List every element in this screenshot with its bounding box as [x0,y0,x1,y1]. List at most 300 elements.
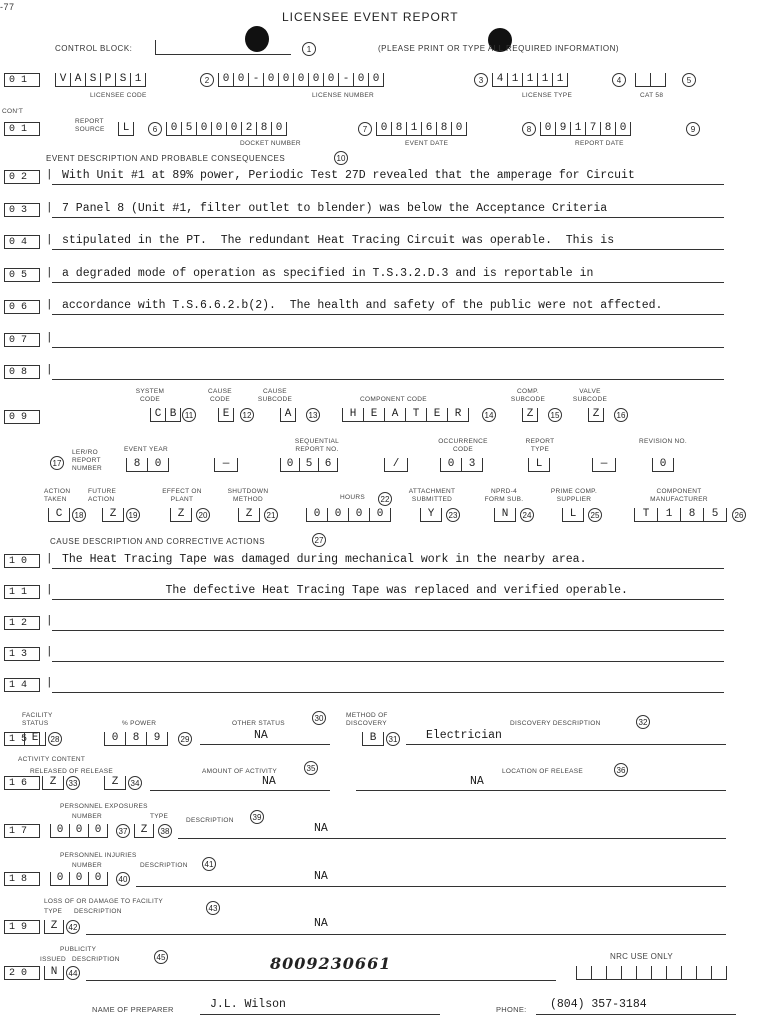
field-marker-18: 18 [72,508,86,522]
facility-status-char: E [24,732,46,746]
nrc-char [711,966,727,980]
field-marker-21: 21 [264,508,278,522]
revision-field[interactable] [652,458,674,471]
occurrence-label: OCCURRENCE CODE [438,438,488,453]
field-marker-20: 20 [196,508,210,522]
component-code-char: E [363,408,384,422]
field-marker-6: 6 [148,122,162,136]
field-marker-2: 2 [200,73,214,87]
field-marker-14: 14 [482,408,496,422]
location-label: LOCATION OF RELEASE [502,768,584,775]
docket-char: 5 [181,122,196,136]
event-date-field[interactable] [376,122,467,135]
exposures-number-label: NUMBER [72,813,102,820]
docket-number-field[interactable] [166,122,287,135]
field-marker-23: 23 [446,508,460,522]
field-marker-19: 19 [126,508,140,522]
future-action-field[interactable] [102,508,124,521]
manufacturer-char: 5 [703,508,727,522]
damage-type-char: Z [44,920,64,934]
issued-label: ISSUED [40,956,67,963]
docket-label: DOCKET NUMBER [240,140,301,147]
docket-char: 0 [211,122,226,136]
injuries-number-field[interactable] [50,872,108,885]
license-number-char: 0 [323,73,338,87]
row-code: 0 9 [4,410,40,424]
component-code-char: E [426,408,447,422]
row-code: 0 7 [4,333,40,347]
amount-value: NA [262,775,276,788]
cat-char [635,73,650,87]
license-number-char: 0 [218,73,233,87]
field-marker-15: 15 [548,408,562,422]
action-taken-label: ACTION TAKEN [44,488,71,503]
exposures-desc-label: DESCRIPTION [186,817,234,824]
released-field[interactable] [42,776,64,789]
field-marker-24: 24 [520,508,534,522]
field-marker-8: 8 [522,122,536,136]
report-date-char: 0 [540,122,555,136]
text-line [52,379,724,380]
line-bracket: | [46,364,53,376]
nrc-char [591,966,606,980]
of-release-char: Z [104,776,126,790]
exposures-number-char: 0 [88,824,108,838]
report-type-label: REPORT TYPE [525,438,555,453]
damage-type-label: TYPE [44,908,63,915]
report-date-char: 1 [570,122,585,136]
row-code: 1 1 [4,585,40,599]
text-line [52,568,724,569]
text-line [52,630,724,631]
component-code-char: H [342,408,363,422]
event-date-char: 0 [451,122,467,136]
line-bracket: | [46,615,53,627]
sequential-char: 0 [280,458,299,472]
comp-subcode-char: Z [522,408,538,422]
nrc-char [666,966,681,980]
future-char: Z [102,508,124,522]
event-date-char: 6 [421,122,436,136]
damage-line [86,934,726,935]
report-date-char: 8 [600,122,615,136]
report-date-field[interactable] [540,122,631,135]
report-date-char: 7 [585,122,600,136]
license-type-label: LICENSE TYPE [522,92,573,99]
blank-char: — [592,458,616,472]
report-date-char: 9 [555,122,570,136]
cause-code-field[interactable] [218,408,234,421]
field-marker-1: 1 [302,42,316,56]
hours-field[interactable] [306,508,391,521]
text-line [52,692,724,693]
line-bracket: | [46,646,53,658]
revision-char: 0 [652,458,674,472]
row-code: 0 5 [4,268,40,282]
text-line [52,314,724,315]
lerro-label: LER/RO REPORT NUMBER [72,449,102,472]
docket-char: 0 [196,122,211,136]
facility-status-label: FACILITY STATUS [22,712,53,727]
cause-code-label: CAUSE CODE [208,388,232,403]
method-label: METHOD OF DISCOVERY [346,712,388,727]
field-marker-34: 34 [128,776,142,790]
released-label: RELEASED OF RELEASE [30,768,114,775]
row-code: 0 6 [4,300,40,314]
field-marker-33: 33 [66,776,80,790]
discovery-label: DISCOVERY DESCRIPTION [510,720,601,727]
manufacturer-char: 1 [657,508,680,522]
prime-label: PRIME COMP. SUPPLIER [550,488,598,503]
row-code: 2 0 [4,966,40,980]
field-marker-7: 7 [358,122,372,136]
location-value: NA [470,775,484,788]
report-source-label: REPORT SOURCE [75,118,105,133]
system-code-field[interactable] [150,408,181,421]
component-code-char: A [384,408,405,422]
cause-description-label: CAUSE DESCRIPTION AND CORRECTIVE ACTIONS [50,537,266,546]
nrc-use-field[interactable] [576,966,727,979]
ink-blot [245,26,269,52]
exposures-type-char: Z [134,824,154,838]
field-marker-9: 9 [686,122,700,136]
field-marker-17: 17 [50,456,64,470]
row-code: 1 6 [4,776,40,790]
field-marker-37: 37 [116,824,130,838]
hours-char: 0 [348,508,369,522]
docket-char: 0 [271,122,287,136]
damage-desc-label: DESCRIPTION [74,908,122,915]
field-marker-27: 27 [312,533,326,547]
system-code-char: C [150,408,165,422]
typed-text: accordance with T.S.6.6.2.b(2). The health and safety of the public were not affected. [62,299,663,312]
shutdown-label: SHUTDOWN METHOD [227,488,269,503]
component-code-char: T [405,408,426,422]
field-marker-28: 28 [48,732,62,746]
power-char: 8 [125,732,146,746]
nrc-char [606,966,621,980]
event-date-label: EVENT DATE [405,140,449,147]
injuries-number-char: 0 [69,872,88,886]
license-number-char: 0 [263,73,278,87]
slash-char: / [384,458,408,472]
licensee-code-field[interactable] [55,73,146,86]
typed-text: With Unit #1 at 89% power, Periodic Test 27D revealed that the amperage for Circuit [62,169,635,182]
license-number-char: 0 [353,73,368,87]
shutdown-field[interactable] [238,508,260,521]
row-code: 1 2 [4,616,40,630]
injuries-title: PERSONNEL INJURIES [60,852,137,859]
system-code-char: B [165,408,181,422]
cont-label: CON'T [2,108,24,115]
licensee-code-char: 1 [130,73,146,87]
licensee-code-char: P [100,73,115,87]
occurrence-char: 3 [461,458,483,472]
control-block-label: CONTROL BLOCK: [55,44,133,53]
field-marker-31: 31 [386,732,400,746]
line-bracket: | [46,234,53,246]
discovery-line [406,744,726,745]
occurrence-field[interactable] [440,458,483,471]
exposures-title: PERSONNEL EXPOSURES [60,803,148,810]
license-type-char: 1 [522,73,537,87]
nrc-char [696,966,711,980]
field-marker-30: 30 [312,711,326,725]
exposures-type-field[interactable] [134,824,154,837]
row-code: 1 3 [4,647,40,661]
exposures-desc-value: NA [314,822,328,835]
license-type-char: 1 [537,73,552,87]
row-code: 1 9 [4,920,40,934]
line-bracket: | [46,677,53,689]
typed-text: 7 Panel 8 (Unit #1, filter outlet to blender) was below the Acceptance Criteria [62,201,608,215]
field-marker-13: 13 [306,408,320,422]
event-description-label: EVENT DESCRIPTION AND PROBABLE CONSEQUENCES [46,154,286,163]
cause-subcode-field[interactable] [280,408,296,421]
field-marker-5: 5 [682,73,696,87]
exposures-number-char: 0 [69,824,88,838]
typed-text: a degraded mode of operation as specified in T.S.3.2.D.3 and is reportable in [62,266,594,280]
typed-text: stipulated in the PT. The redundant Heat Tracing Circuit was operable. This is [62,234,615,247]
method-field[interactable] [362,732,384,745]
row-code: 0 4 [4,235,40,249]
injuries-number-label: NUMBER [72,862,102,869]
field-marker-35: 35 [304,761,318,775]
text-line [52,249,724,250]
sequential-char: 6 [318,458,338,472]
licensee-code-char: S [115,73,130,87]
manufacturer-label: COMPONENT MANUFACTURER [650,488,708,503]
event-date-char: 8 [391,122,406,136]
row-code: 1 4 [4,678,40,692]
phone-value: (804) 357-3184 [550,998,647,1011]
damage-desc-value: NA [314,917,328,930]
row-code: 1 7 [4,824,40,838]
injuries-number-char: 0 [50,872,69,886]
line-bracket: | [46,331,53,344]
nrc-char [651,966,666,980]
field-marker-41: 41 [202,857,216,871]
activity-label: ACTIVITY CONTENT [18,756,86,763]
power-char: 0 [104,732,125,746]
power-char: 9 [146,732,168,746]
license-number-char: - [338,73,353,87]
injuries-line [136,886,726,887]
manufacturer-field[interactable] [634,508,727,521]
sequential-field[interactable] [280,458,338,471]
field-marker-16: 16 [614,408,628,422]
released-char: Z [42,776,64,790]
manufacturer-char: 8 [680,508,703,522]
text-line [52,661,724,662]
field-marker-3: 3 [474,73,488,87]
manufacturer-char: T [634,508,657,522]
issued-char: N [44,966,64,980]
damage-type-field[interactable] [44,920,64,933]
report-source-field[interactable] [118,122,134,135]
line-bracket: | [46,584,53,596]
system-code-label: SYSTEM CODE [135,388,165,403]
field-marker-43: 43 [206,901,220,915]
docket-char: 0 [226,122,241,136]
prime-char: L [562,508,584,522]
injuries-desc-value: NA [314,870,328,883]
prime-field[interactable] [562,508,584,521]
attachment-field[interactable] [420,508,442,521]
effect-label: EFFECT ON PLANT [162,488,202,503]
line-bracket: | [46,201,53,214]
phone-label: PHONE: [496,1005,527,1014]
action-taken-field[interactable] [48,508,70,521]
license-type-char: 1 [507,73,522,87]
event-year-field[interactable] [126,458,169,471]
event-date-char: 1 [406,122,421,136]
nrc-char [621,966,636,980]
amount-line [150,790,330,791]
sequential-label: SEQUENTIAL REPORT NO. [294,438,340,453]
nrc-char [576,966,591,980]
line-bracket: | [46,169,53,181]
event-year-char: 8 [126,458,147,472]
license-number-char: 0 [278,73,293,87]
hours-label: HOURS [340,494,365,501]
license-type-field[interactable] [492,73,568,86]
license-number-char: - [248,73,263,87]
event-year-label: EVENT YEAR [124,446,168,453]
amount-label: AMOUNT OF ACTIVITY [202,768,277,775]
line-bracket: | [46,266,53,279]
license-number-char: 0 [233,73,248,87]
preparer-line [200,1014,440,1015]
report-type-suffix-field[interactable] [592,458,616,471]
damage-title: LOSS OF OR DAMAGE TO FACILITY [44,898,163,905]
row-code: 0 3 [4,203,40,217]
hours-char: 0 [369,508,391,522]
licensee-code-label: LICENSEE CODE [90,92,147,99]
text-line [52,347,724,348]
valve-subcode-label: VALVE SUBCODE [572,388,608,403]
other-status-label: OTHER STATUS [232,720,285,727]
handwritten-number: 8009230661 [270,954,392,973]
effect-char: Z [170,508,192,522]
corner-mark: -77 [0,2,15,12]
publicity-title: PUBLICITY [60,946,97,953]
row-code: 1 0 [4,554,40,568]
license-type-char: 1 [552,73,568,87]
exposures-number-field[interactable] [50,824,108,837]
cat-char [650,73,666,87]
discovery-value: Electrician [426,729,502,742]
field-marker-25: 25 [588,508,602,522]
line-bracket: | [46,299,53,311]
licensee-code-char: S [85,73,100,87]
field-marker-12: 12 [240,408,254,422]
other-status-value: NA [254,729,268,742]
publicity-line [86,980,556,981]
year-suffix-field[interactable] [214,458,238,471]
license-number-char: 0 [368,73,384,87]
field-marker-22: 22 [378,492,392,506]
attachment-char: Y [420,508,442,522]
event-date-char: 8 [436,122,451,136]
cause-subcode-label: CAUSE SUBCODE [257,388,293,403]
field-marker-39: 39 [250,810,264,824]
field-marker-42: 42 [66,920,80,934]
cat-label: CAT 58 [640,92,664,99]
report-date-char: 0 [615,122,631,136]
field-marker-38: 38 [158,824,172,838]
licensee-code-char: A [70,73,85,87]
blank-char: — [214,458,238,472]
shutdown-char: Z [238,508,260,522]
action-char: C [48,508,70,522]
component-code-label: COMPONENT CODE [360,396,427,403]
nrc-use-label: NRC USE ONLY [610,952,674,961]
typed-text: The defective Heat Tracing Tape was replaced and verified operable. [62,584,628,597]
effect-field[interactable] [170,508,192,521]
event-date-char: 0 [376,122,391,136]
text-line [52,184,724,185]
form-title: LICENSEE EVENT REPORT [282,10,459,24]
row-code: 0 2 [4,170,40,184]
revision-label: REVISION NO. [638,438,688,445]
report-date-label: REPORT DATE [575,140,624,147]
license-number-field[interactable] [218,73,384,86]
line-bracket: | [46,553,53,565]
of-release-field[interactable] [104,776,126,789]
cause-code-char: E [218,408,234,422]
event-year-char: 0 [147,458,169,472]
exposures-type-label: TYPE [150,813,169,820]
valve-subcode-field[interactable] [588,408,604,421]
license-number-label: LICENSE NUMBER [312,92,374,99]
comp-subcode-field[interactable] [522,408,538,421]
power-field[interactable] [104,732,168,745]
component-code-field[interactable] [342,408,469,421]
comp-subcode-label: COMP. SUBCODE [510,388,546,403]
hours-char: 0 [327,508,348,522]
other-status-line [200,744,330,745]
license-number-char: 0 [308,73,323,87]
issued-field[interactable] [44,966,64,979]
preparer-label: NAME OF PREPARER [92,1005,174,1014]
field-marker-32: 32 [636,715,650,729]
nprd-field[interactable] [494,508,516,521]
component-code-char: R [447,408,469,422]
docket-char: 8 [256,122,271,136]
publicity-desc-label: DESCRIPTION [72,956,120,963]
field-marker-26: 26 [732,508,746,522]
field-marker-40: 40 [116,872,130,886]
field-marker-45: 45 [154,950,168,964]
cat-field[interactable] [635,73,666,86]
facility-status-field[interactable] [24,732,46,745]
slash-field[interactable] [384,458,408,471]
exposures-line [178,838,726,839]
text-line [52,282,724,283]
valve-subcode-char: Z [588,408,604,422]
preparer-name: J.L. Wilson [210,998,286,1011]
report-type-field[interactable] [528,458,550,471]
text-line [52,599,724,600]
row-code: 0 1 [4,122,40,136]
occurrence-char: 0 [440,458,461,472]
nprd-label: NPRD-4 FORM SUB. [484,488,524,503]
field-marker-36: 36 [614,763,628,777]
cause-subcode-char: A [280,408,296,422]
sequential-char: 5 [299,458,318,472]
power-label: % POWER [122,720,157,727]
